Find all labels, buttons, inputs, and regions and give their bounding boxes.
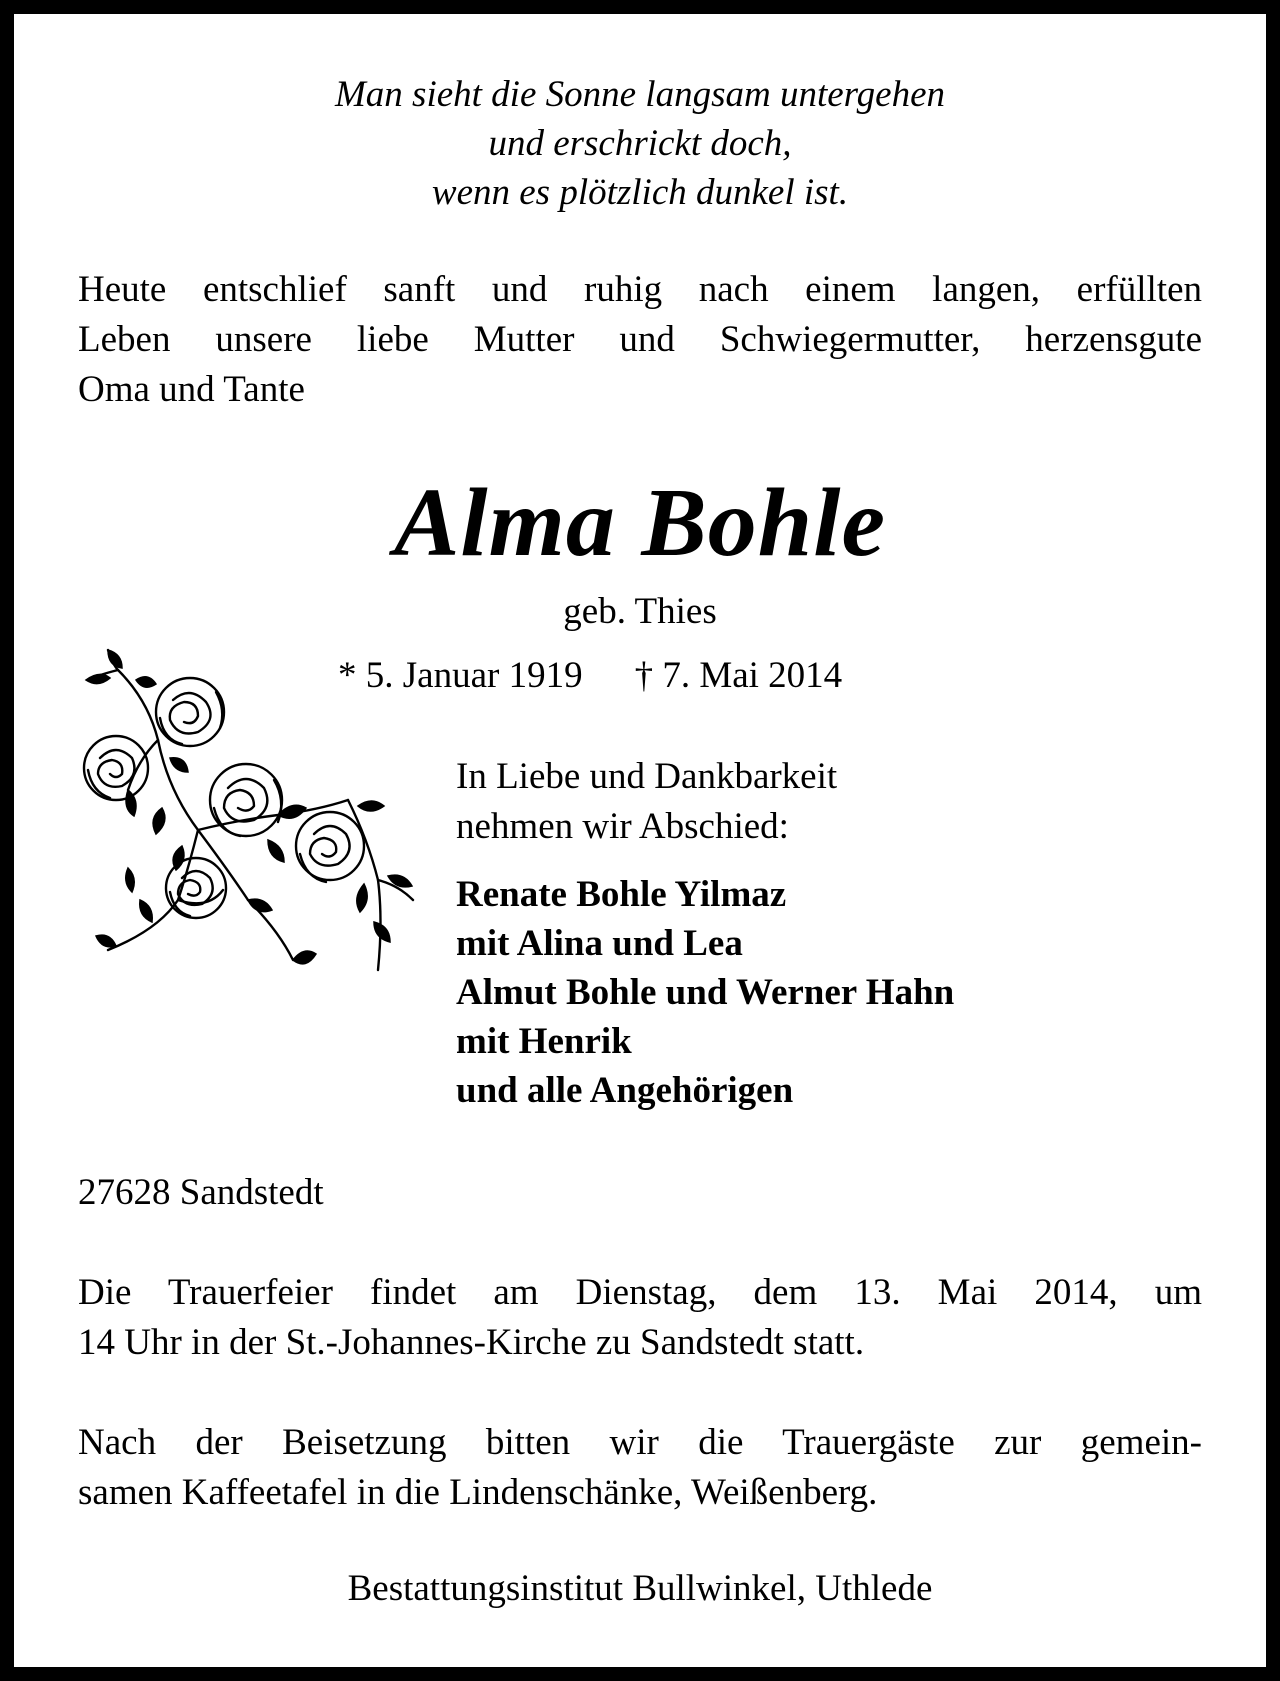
farewell-text xyxy=(456,752,837,852)
service-paragraph xyxy=(78,1268,1202,1368)
reception-paragraph xyxy=(78,1418,1202,1518)
motto-line: wenn es plötzlich dunkel ist. xyxy=(431,172,849,213)
mourner-line: mit Henrik xyxy=(456,1021,632,1062)
reception-line: samen Kaffeetafel in die Lindenschänke, Weißenberg. xyxy=(78,1472,878,1513)
place-of-residence: 27628 Sandstedt xyxy=(78,1172,324,1213)
service-line: 14 Uhr in der St.-Johannes-Kirche zu Sandstedt statt. xyxy=(78,1322,865,1363)
mourner-line: Renate Bohle Yilmaz xyxy=(456,874,787,915)
motto xyxy=(0,70,1280,217)
mourners-list xyxy=(456,870,954,1115)
mourner-line: mit Alina und Lea xyxy=(456,923,743,964)
deceased-name: Alma Bohle xyxy=(394,469,886,577)
birth-date: * 5. Januar 1919 xyxy=(338,655,583,696)
motto-line: Man sieht die Sonne langsam untergehen xyxy=(334,74,946,115)
intro-paragraph xyxy=(78,265,1202,415)
farewell-line: nehmen wir Abschied: xyxy=(456,806,789,847)
service-line: Die Trauerfeier findet am Dienstag, dem 13. Mai 2014, um xyxy=(78,1272,1202,1313)
intro-line: Heute entschlief sanft und ruhig nach einem langen, erfüllten xyxy=(78,269,1202,310)
motto-line: und erschrickt doch, xyxy=(488,123,792,164)
mourner-line: Almut Bohle und Werner Hahn xyxy=(456,972,955,1013)
roses-icon xyxy=(78,640,424,990)
farewell-line: In Liebe und Dankbarkeit xyxy=(456,756,838,797)
maiden-name: geb. Thies xyxy=(563,591,717,632)
undertaker-name: Bestattungsinstitut Bullwinkel, Uthlede xyxy=(347,1568,933,1609)
reception-line: Nach der Beisetzung bitten wir die Trauergäste zur gemein- xyxy=(78,1422,1202,1463)
death-date: † 7. Mai 2014 xyxy=(634,655,843,696)
mourner-line: und alle Angehörigen xyxy=(456,1070,794,1111)
intro-line: Oma und Tante xyxy=(78,369,305,410)
intro-line: Leben unsere liebe Mutter und Schwiegermutter, herzensgute xyxy=(78,319,1202,360)
